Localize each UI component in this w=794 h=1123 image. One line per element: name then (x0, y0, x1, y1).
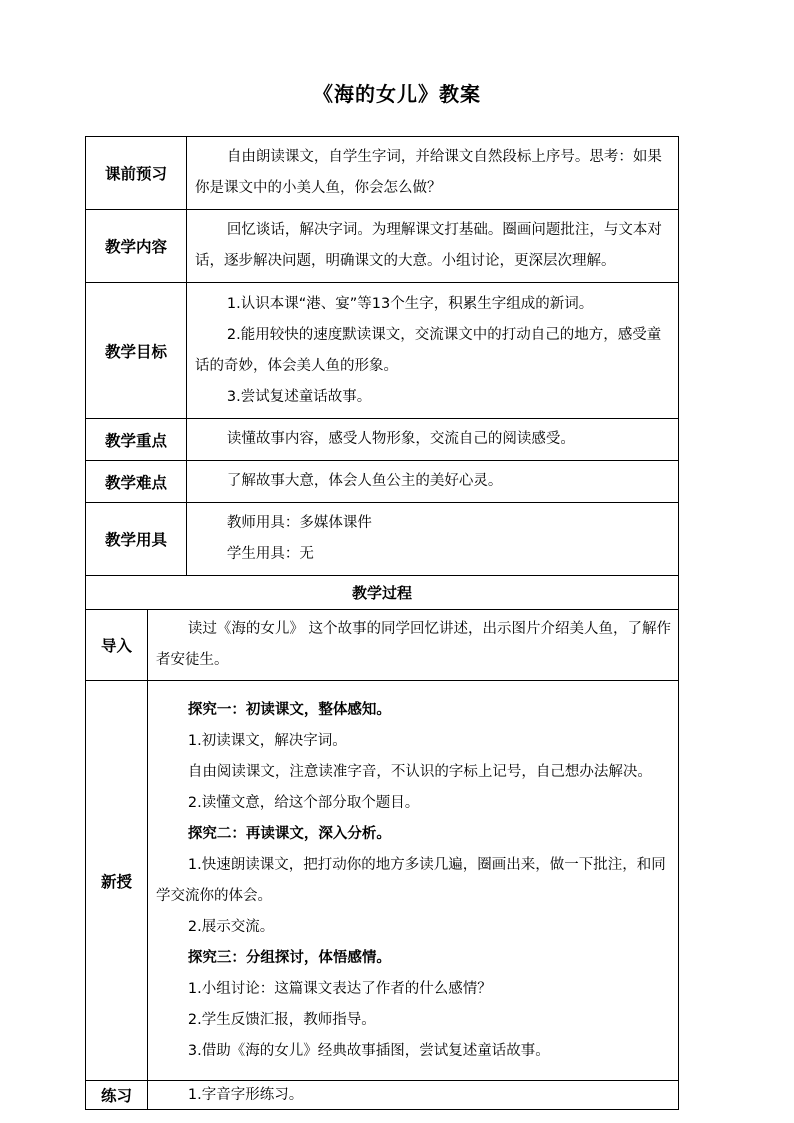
row-intro (86, 610, 679, 681)
row-content-tools (187, 503, 679, 576)
row-label-preview: 课前预习 (86, 137, 187, 210)
row-difficulty (86, 461, 679, 503)
content-line: 读懂故事内容，感受人物形象，交流自己的阅读感受。 (226, 431, 575, 447)
content-line: 了解故事大意，体会人鱼公主的美好心灵。 (226, 473, 503, 489)
row-content-content (187, 210, 679, 283)
row-process-header (86, 576, 679, 610)
content-line: 探究一：初读课文，整体感知。 (187, 701, 391, 718)
content-line: 回忆谈话，解决字词。为理解课文打基础。圈画问题批注，与文本对话，逐步解决问题，明确课文的大意。小组讨论，更深层次理解。 (195, 222, 662, 269)
document-title: 《海的女儿》教案 (313, 82, 481, 106)
content-line: 1.字音字形练习。 (187, 1086, 304, 1103)
row-label-difficulty: 教学难点 (86, 461, 187, 503)
content-line: 2.读懂文意，给这个部分取个题目。 (187, 794, 420, 811)
content-line: 1.认识本课“港、宴”等13个生字，积累生字组成的新词。 (226, 295, 594, 312)
row-tools (86, 503, 679, 576)
row-label-content: 教学内容 (86, 210, 187, 283)
process-header: 教学过程 (86, 576, 679, 610)
row-label-practice: 练习 (86, 1081, 148, 1110)
row-content-practice (148, 1081, 679, 1110)
content-line: 自由朗读课文，自学生字词，并给课文自然段标上序号。思考：如果你是课文中的小美人鱼，你会怎么做？ (195, 149, 662, 196)
row-new (86, 681, 679, 1081)
row-content-goals (187, 283, 679, 419)
content-line: 1.初读课文，解决字词。 (187, 732, 347, 749)
content-line: 读过《海的女儿》 这个故事的同学回忆讲述，出示图片介绍美人鱼，了解作者安徒生。 (156, 621, 671, 668)
row-content-new (148, 681, 679, 1081)
content-line: 教师用具：多媒体课件 (226, 515, 372, 531)
row-focus (86, 419, 679, 461)
content-line: 1.小组讨论：这篇课文表达了作者的什么感情？ (187, 980, 492, 997)
content-line: 1.快速朗读课文，把打动你的地方多读几遍，圈画出来，做一下批注，和同学交流你的体会。 (156, 856, 666, 904)
row-goals (86, 283, 679, 419)
content-line: 3.尝试复述童话故事。 (226, 388, 372, 405)
row-label-focus: 教学重点 (86, 419, 187, 461)
content-line: 2.能用较快的速度默读课文，交流课文中的打动自己的地方，感受童话的奇妙，体会美人鱼的形象。 (195, 326, 662, 374)
content-line: 学生用具：无 (226, 546, 314, 562)
content-line: 探究三：分组探讨，体悟感情。 (187, 949, 391, 966)
row-content-difficulty (187, 461, 679, 503)
row-label-intro: 导入 (86, 610, 148, 681)
content-line: 探究二：再读课文，深入分析。 (187, 825, 391, 842)
content-line: 3.借助《海的女儿》经典故事插图，尝试复述童话故事。 (187, 1042, 550, 1059)
content-line: 2.学生反馈汇报，教师指导。 (187, 1011, 376, 1028)
row-content-preview (187, 137, 679, 210)
row-label-goals: 教学目标 (86, 283, 187, 419)
lesson-plan-table (85, 136, 679, 1110)
row-content (86, 210, 679, 283)
row-preview (86, 137, 679, 210)
row-practice (86, 1081, 679, 1110)
row-content-intro (148, 610, 679, 681)
content-line: 自由阅读课文，注意读准字音，不认识的字标上记号，自己想办法解决。 (187, 763, 652, 780)
row-label-tools: 教学用具 (86, 503, 187, 576)
row-label-new: 新授 (86, 681, 148, 1081)
row-content-focus (187, 419, 679, 461)
content-line: 2.展示交流。 (187, 918, 275, 935)
